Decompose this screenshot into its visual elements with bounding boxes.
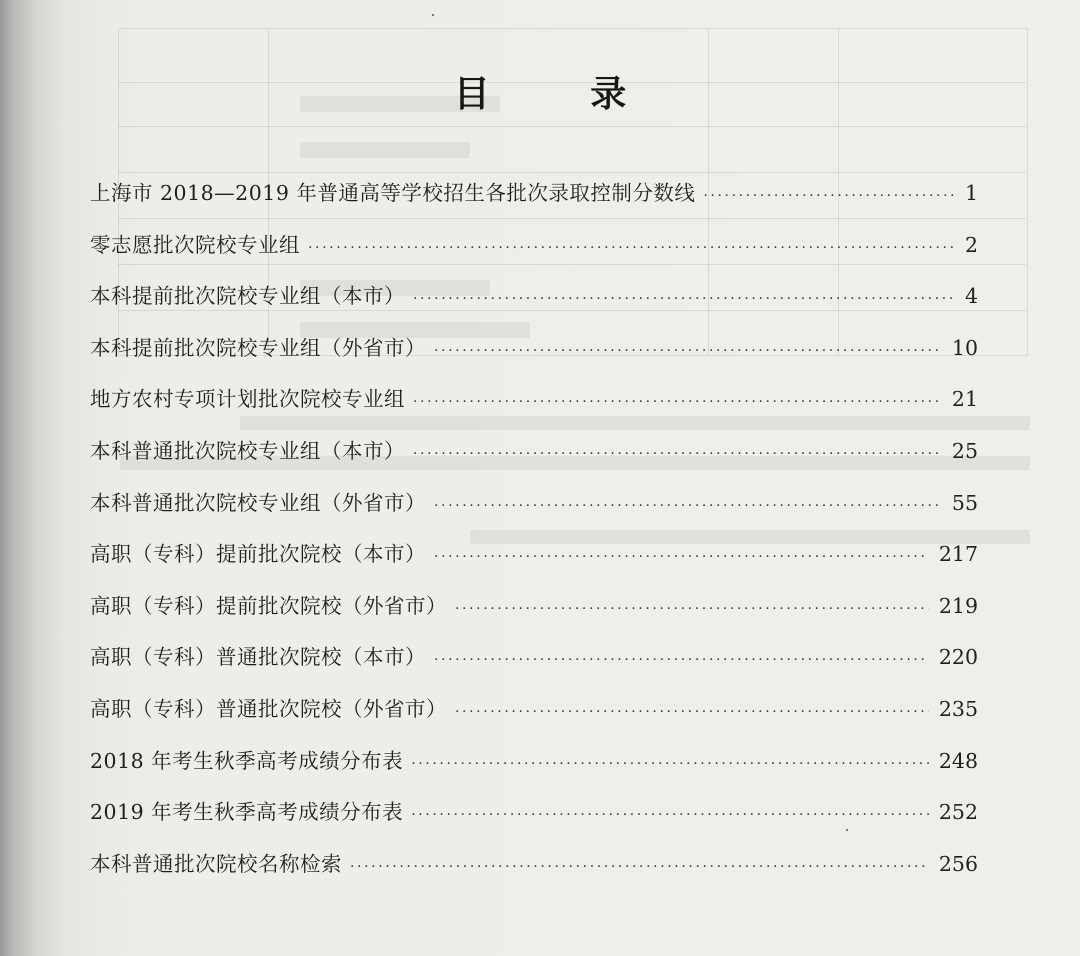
toc-entry-label: 高职（专科）普通批次院校（外省市） <box>90 696 447 721</box>
bleed-through-rule <box>118 126 1026 127</box>
toc-entry <box>90 374 978 426</box>
toc-entry <box>90 478 978 530</box>
toc-entry-page-number: 252 <box>938 800 978 825</box>
dot-leader <box>413 429 942 481</box>
toc-entry-label: 高职（专科）普通批次院校（本市） <box>90 645 426 670</box>
toc-entry-page-number: 1 <box>964 181 978 205</box>
toc-entry-label: 本科普通批次院校专业组（本市） <box>90 438 405 463</box>
toc-entry-page-number: 10 <box>951 335 978 360</box>
dot-leader <box>411 790 929 842</box>
toc-entry <box>90 581 978 633</box>
toc-entry <box>90 323 978 375</box>
toc-title: 目 录 <box>453 74 671 115</box>
dot-leader <box>411 739 929 791</box>
dot-leader <box>703 171 954 223</box>
toc-entry <box>90 684 978 736</box>
toc-entry-page-number: 219 <box>938 593 978 618</box>
dot-leader <box>413 274 954 326</box>
toc-entry <box>90 529 978 581</box>
toc-entry <box>90 787 978 839</box>
toc-entry-label: 本科提前批次院校专业组（本市） <box>90 284 405 309</box>
dot-leader <box>434 635 929 687</box>
toc-entry-page-number: 25 <box>951 438 978 463</box>
toc-entry-label: 本科普通批次院校名称检索 <box>90 851 342 876</box>
toc-entry-page-number: 55 <box>951 490 978 515</box>
toc-entry-label: 高职（专科）提前批次院校（外省市） <box>90 593 447 618</box>
dot-leader <box>434 481 942 533</box>
toc-entry-page-number: 248 <box>938 748 978 773</box>
toc-entry-label: 零志愿批次院校专业组 <box>90 232 300 257</box>
toc-entry-page-number: 21 <box>951 387 978 412</box>
toc-entry <box>90 839 978 891</box>
dot-leader <box>455 687 929 739</box>
toc-entry-page-number: 235 <box>938 696 978 721</box>
toc-entry-label: 2018 年考生秋季高考成绩分布表 <box>90 748 404 773</box>
toc-entry <box>90 271 978 323</box>
toc-entry-label: 本科提前批次院校专业组（外省市） <box>90 335 426 360</box>
toc-entry <box>90 220 978 272</box>
dot-leader <box>308 223 954 275</box>
toc-entry-page-number: 217 <box>938 542 978 567</box>
toc-entry-label: 2019 年考生秋季高考成绩分布表 <box>90 800 404 825</box>
print-speck <box>432 14 434 16</box>
bleed-through-text <box>300 142 470 158</box>
toc-entry-page-number: 220 <box>938 645 978 670</box>
toc-entry-page-number: 256 <box>938 851 978 876</box>
dot-leader <box>350 842 929 894</box>
toc-entry-page-number: 4 <box>964 284 978 309</box>
toc-entry <box>90 426 978 478</box>
dot-leader <box>413 377 942 429</box>
toc-entry-label: 本科普通批次院校专业组（外省市） <box>90 490 426 515</box>
toc-entry <box>90 168 978 220</box>
toc-entry <box>90 632 978 684</box>
dot-leader <box>434 326 942 378</box>
dot-leader <box>455 584 929 636</box>
dot-leader <box>434 532 929 584</box>
toc-entry <box>90 736 978 788</box>
toc-entry-label: 上海市 2018—2019 年普通高等学校招生各批次录取控制分数线 <box>90 181 696 205</box>
table-of-contents <box>90 168 978 890</box>
toc-entry-label: 地方农村专项计划批次院校专业组 <box>90 387 405 412</box>
toc-entry-label: 高职（专科）提前批次院校（本市） <box>90 542 426 567</box>
toc-entry-page-number: 2 <box>964 232 978 257</box>
